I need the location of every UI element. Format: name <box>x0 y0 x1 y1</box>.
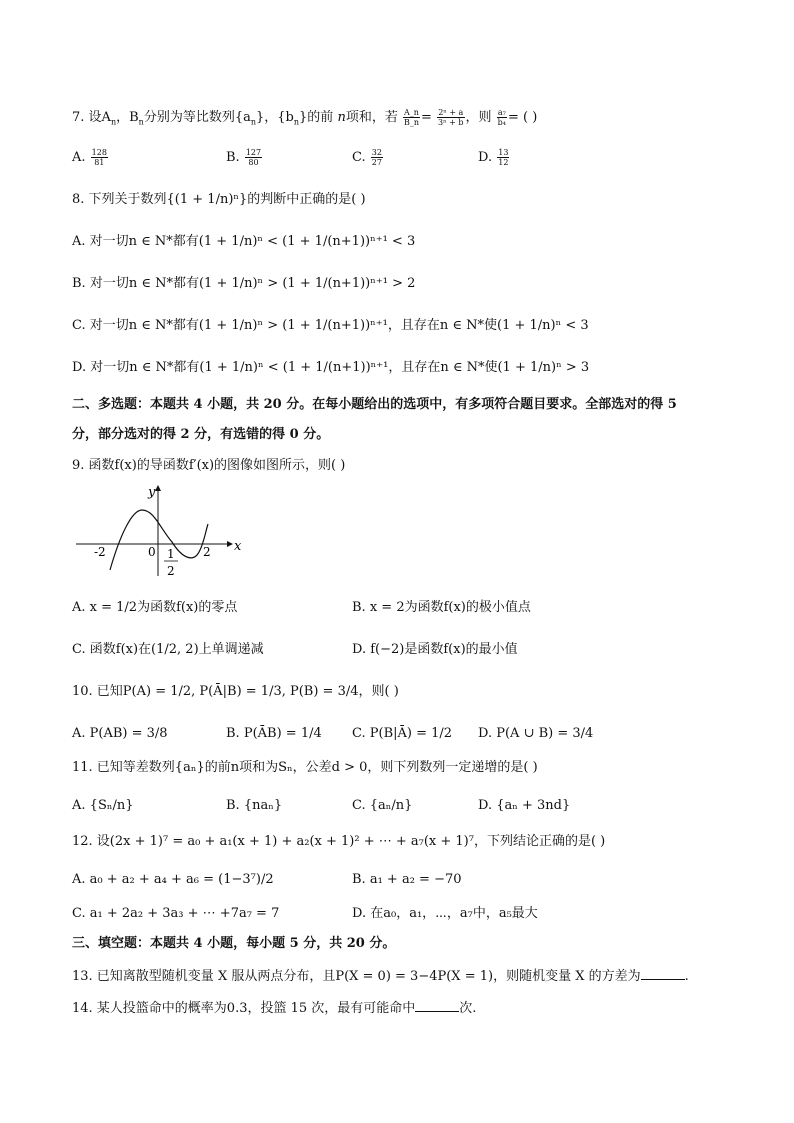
q8-option-b: B. 对一切n ∈ N*都有(1 + 1/n)ⁿ > (1 + 1/(n+1))ⁿ⁺¹ > 2 <box>72 276 416 291</box>
q11-option-b: B. {naₙ} <box>226 798 283 813</box>
q9-option-c: C. 函数f(x)在(1/2, 2)上单调递减 <box>72 642 264 657</box>
q12-option-a: A. a₀ + a₂ + a₄ + a₆ = (1−3⁷)/2 <box>72 872 274 887</box>
section-3-heading: 三、填空题：本题共 4 小题，每小题 5 分，共 20 分。 <box>72 936 396 951</box>
q14-answer-blank[interactable] <box>415 998 459 1012</box>
tick-neg2: -2 <box>94 545 106 559</box>
q11-option-d: D. {aₙ + 3nd} <box>478 798 571 813</box>
q10-option-d: D. P(A ∪ B) = 3/4 <box>478 726 594 741</box>
q10-stem: 10. 已知P(A) = 1/2, P(Ā|B) = 1/3, P(B) = 3/4，则( ) <box>72 684 399 699</box>
q11-option-c: C. {aₙ/n} <box>352 798 413 813</box>
q7-option-d: D. $\frac{13}{12}$ <box>478 148 509 167</box>
section-2-subheading: 分，部分选对的得 2 分，有选错的得 0 分。 <box>72 427 330 442</box>
q11-option-a: A. {Sₙ/n} <box>72 798 134 813</box>
q7-option-a: A. $\frac{128}{81}$ <box>72 148 107 167</box>
q8-option-d: D. 对一切n ∈ N*都有(1 + 1/n)ⁿ < (1 + 1/(n+1))ⁿ⁺¹，且存在n ∈ N*使(1 + 1/n)ⁿ > 3 <box>72 360 590 375</box>
q7-query-fraction: $\frac{\text{a₇}}{\text{b₄}}$ <box>497 108 506 127</box>
q12-option-b: B. a₁ + a₂ = −70 <box>352 872 462 887</box>
q12-stem: 12. 设(2x + 1)⁷ = a₀ + a₁(x + 1) + a₂(x + 1)² + ⋯ + a₇(x + 1)⁷，下列结论正确的是( ) <box>72 834 606 849</box>
section-2-heading: 二、多选题：本题共 4 小题，共 20 分。在每小题给出的选项中，有多项符合题目要求。全部选对的得 5 <box>72 397 677 412</box>
q8-option-c: C. 对一切n ∈ N*都有(1 + 1/n)ⁿ > (1 + 1/(n+1))ⁿ⁺¹，且存在n ∈ N*使(1 + 1/n)ⁿ < 3 <box>72 318 589 333</box>
q9-option-a: A. x = 1/2为函数f(x)的零点 <box>72 600 238 615</box>
q10-option-c: C. P(B|Ā) = 1/2 <box>352 726 453 741</box>
y-axis-label: y <box>148 485 156 500</box>
q12-option-d: D. 在a₀，a₁，⋯，a₇中，a₅最大 <box>352 906 538 921</box>
q9-stem: 9. 函数f(x)的导函数f′(x)的图像如图所示，则( ) <box>72 458 346 473</box>
tick-0: 0 <box>148 545 156 559</box>
q7-rhs-fraction: $\frac{\text{2ⁿ + a}}{\text{3ⁿ + b}}$ <box>438 108 464 127</box>
q9-derivative-graph <box>72 480 252 580</box>
q13-stem: 13. 已知离散型随机变量 X 服从两点分布，且P(X = 0) = 3−4P(X = 1)，则随机变量 X 的方差为 . <box>72 966 689 987</box>
q10-option-a: A. P(AB) = 3/8 <box>72 726 168 741</box>
q10-option-b: B. P(ĀB) = 1/4 <box>226 726 322 741</box>
q7-option-b: B. $\frac{127}{80}$ <box>226 148 262 167</box>
q14-stem: 14. 某人投篮命中的概率为0.3，投篮 15 次，最有可能命中 次. <box>72 998 476 1019</box>
tick-half-den: 2 <box>167 564 175 578</box>
q9-option-b: B. x = 2为函数f(x)的极小值点 <box>352 600 531 615</box>
q7-option-c: C. $\frac{32}{27}$ <box>352 148 382 167</box>
q8-stem: 8. 下列关于数列{(1 + 1/n)ⁿ}的判断中正确的是( ) <box>72 192 366 207</box>
q9-option-d: D. f(−2)是函数f(x)的最小值 <box>352 642 518 657</box>
q13-answer-blank[interactable] <box>641 966 685 980</box>
q8-option-a: A. 对一切n ∈ N*都有(1 + 1/n)ⁿ < (1 + 1/(n+1))ⁿ⁺¹ < 3 <box>72 234 416 249</box>
tick-2: 2 <box>203 545 211 559</box>
tick-half-num: 1 <box>167 547 175 561</box>
q7-stem: 7. 设$A_n$，$B_n$分别为等比数列$\{a_n\}$，$\{b_n\}$的前 n项和，若 $\frac{A\_n}{B\_n}$ = $\frac{\text{2ⁿ + a}}{\text{3ⁿ + b}}$ ，则 $\frac{\text{a₇}}{\text{b₄}}$ = ( ) <box>72 108 538 127</box>
q12-option-c: C. a₁ + 2a₂ + 3a₃ + ⋯ +7a₇ = 7 <box>72 906 280 921</box>
q11-stem: 11. 已知等差数列{aₙ}的前n项和为Sₙ，公差d > 0，则下列数列一定递增的是( ) <box>72 760 538 775</box>
q7-ratio-fraction: $\frac{A\_n}{B\_n}$ <box>403 108 420 127</box>
derivative-curve <box>110 510 208 570</box>
x-axis-label: x <box>234 539 242 554</box>
